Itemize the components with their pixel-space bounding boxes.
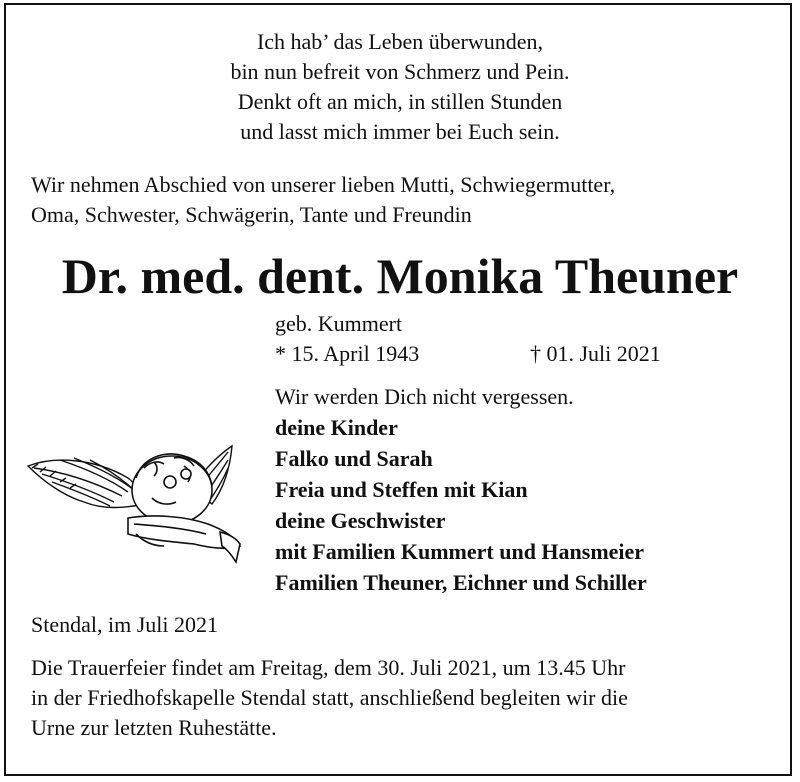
poem-line: Ich hab’ das Leben überwunden, <box>256 29 544 54</box>
birth-name: geb. Kummert <box>275 311 403 336</box>
mourner-line: Falko und Sarah <box>275 446 433 471</box>
mourner-line: Familien Theuner, Eichner und Schiller <box>275 570 647 595</box>
funeral-service-info <box>31 653 628 743</box>
intro-text <box>31 170 615 230</box>
poem-line: Denkt oft an mich, in stillen Stunden <box>237 89 563 114</box>
death-date: † 01. Juli 2021 <box>530 341 661 366</box>
place-date: Stendal, im Juli 2021 <box>31 612 218 637</box>
mourner-line: deine Geschwister <box>275 508 446 533</box>
mourner-line: Freia und Steffen mit Kian <box>275 477 528 502</box>
angel-arms <box>128 516 240 562</box>
birth-date: * 15. April 1943 <box>275 341 420 366</box>
mourners-block <box>275 381 647 598</box>
service-line: Die Trauerfeier findet am Freitag, dem 30. Juli 2021, um 13.45 Uhr <box>31 655 626 680</box>
mourner-line: deine Kinder <box>275 415 398 440</box>
life-dates <box>275 309 661 369</box>
service-line: in der Friedhofskapelle Stendal statt, anschließend begleiten wir die <box>31 685 628 710</box>
deceased-name: Dr. med. dent. Monika Theuner <box>61 248 739 304</box>
angel-head <box>132 454 212 524</box>
poem-line: bin nun befreit von Schmerz und Pein. <box>230 59 570 84</box>
intro-line: Oma, Schwester, Schwägerin, Tante und Freundin <box>31 202 472 227</box>
intro-line: Wir nehmen Abschied von unserer lieben Mutti, Schwiegermutter, <box>31 172 616 197</box>
left-wing <box>28 458 146 508</box>
poem-line: und lasst mich immer bei Euch sein. <box>240 119 560 144</box>
mourner-line: mit Familien Kummert und Hansmeier <box>275 539 645 564</box>
poem <box>0 27 800 147</box>
dates-row <box>275 339 661 369</box>
angel-illustration <box>24 438 252 572</box>
service-line: Urne zur letzten Ruhestätte. <box>31 715 277 740</box>
farewell-line: Wir werden Dich nicht vergessen. <box>275 384 574 409</box>
